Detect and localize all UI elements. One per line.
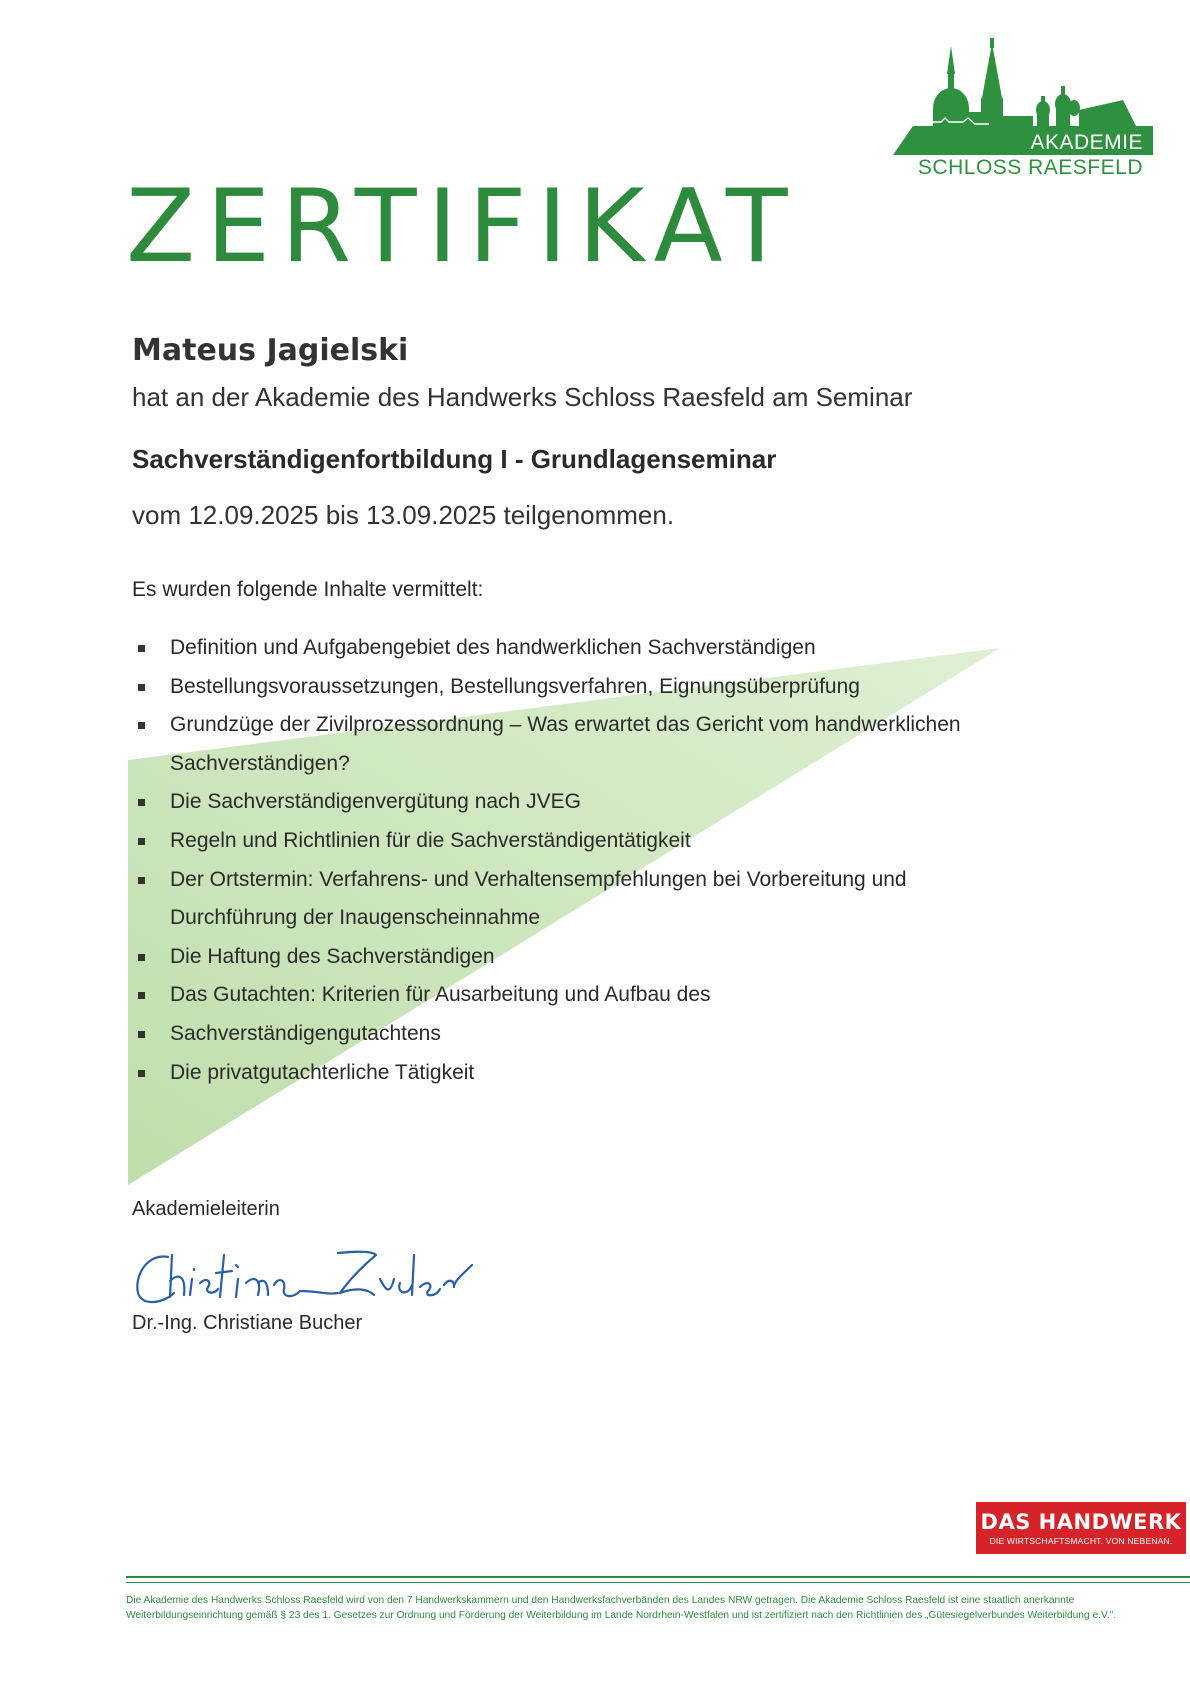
bullet-icon [138, 992, 145, 999]
topic-text: Bestellungsvoraussetzungen, Bestellungsverfahren, Eignungsüberprüfung [170, 674, 860, 698]
handwerk-badge-sub: DIE WIRTSCHAFTSMACHT. VON NEBENAN. [989, 1536, 1173, 1546]
recipient-name: Mateus Jagielski [132, 333, 409, 368]
list-item [132, 861, 1032, 900]
list-item [132, 976, 1032, 1015]
topic-text: Definition und Aufgabengebiet des handwerklichen Sachverständigen [170, 636, 816, 659]
footer-divider [126, 1576, 1190, 1578]
signer-role: Akademieleiterin [132, 1198, 280, 1220]
topic-text: Regeln und Richtlinien für die Sachverständigentätigkeit [170, 828, 691, 852]
logo-line-schloss-raesfeld: SCHLOSS RAESFELD [917, 156, 1143, 179]
topic-text: Das Gutachten: Kriterien für Ausarbeitung und Aufbau des [170, 983, 711, 1007]
handwerk-badge-main: DAS HANDWERK [980, 1510, 1182, 1534]
topic-text: Die privatgutachterliche Tätigkeit [170, 1060, 475, 1084]
list-item [132, 629, 1032, 668]
list-item [132, 1015, 1032, 1054]
list-item [132, 706, 1032, 745]
footer-divider-thin [126, 1582, 1190, 1583]
list-item [132, 938, 1032, 977]
footer-text: Die Akademie des Handwerks Schloss Raesfeld wird von den 7 Handwerkskammern und den Handwerksfachverbänden des Landes NRW getragen. Die Akademie Schloss Raesfeld ist eine staatlich anerkannte Weiterbildungseinrichtung gemäß § 23 des 1. Gesetzes zur Ordnung und Förderung der Weiterbildung im Lande Nordrhein-Westfalen und ist zertifiziert nach den Richtlinien des „Gütesiegelverbundes Weiterbildung e.V.". [126, 1595, 1117, 1621]
seminar-title: Sachverständigenfortbildung I - Grundlagenseminar [132, 444, 777, 474]
topic-text: Sachverständigengutachtens [170, 1021, 441, 1045]
signer-name: Dr.-Ing. Christiane Bucher [132, 1312, 363, 1334]
bullet-icon [138, 954, 145, 961]
das-handwerk-badge [976, 1502, 1186, 1554]
logo-line-akademie: AKADEMIE [1030, 131, 1143, 154]
list-item [132, 1054, 1032, 1093]
bullet-icon [138, 877, 145, 884]
list-item-continuation [132, 745, 1032, 784]
akademie-logo [893, 38, 1153, 178]
list-item-continuation [132, 899, 1032, 938]
certificate-title: ZERTIFIKAT [126, 167, 799, 285]
list-item [132, 783, 1032, 822]
topic-text: Die Sachverständigenvergütung nach JVEG [170, 790, 581, 814]
topic-text: Grundzüge der Zivilprozessordnung – Was erwartet das Gericht vom handwerklichen [170, 713, 961, 737]
seminar-dates: vom 12.09.2025 bis 13.09.2025 teilgenommen. [132, 500, 675, 530]
list-item [132, 822, 1032, 861]
bullet-icon [138, 722, 145, 729]
bullet-icon [138, 838, 145, 845]
topic-text: Der Ortstermin: Verfahrens- und Verhaltensempfehlungen bei Vorbereitung und [170, 867, 907, 891]
bullet-icon [138, 1070, 145, 1077]
intro-text: hat an der Akademie des Handwerks Schloss Raesfeld am Seminar [132, 382, 913, 412]
bullet-icon [138, 645, 145, 652]
topic-list [132, 629, 1032, 1092]
contents-intro: Es wurden folgende Inhalte vermittelt: [132, 578, 484, 601]
topic-text: Die Haftung des Sachverständigen [170, 944, 495, 968]
topic-text: Sachverständigen? [170, 751, 350, 775]
list-item [132, 668, 1032, 707]
bullet-icon [138, 684, 145, 691]
bullet-icon [138, 1031, 145, 1038]
handwritten-signature [128, 1235, 498, 1315]
topic-text: Durchführung der Inaugenscheinnahme [170, 906, 541, 930]
bullet-icon [138, 799, 145, 806]
